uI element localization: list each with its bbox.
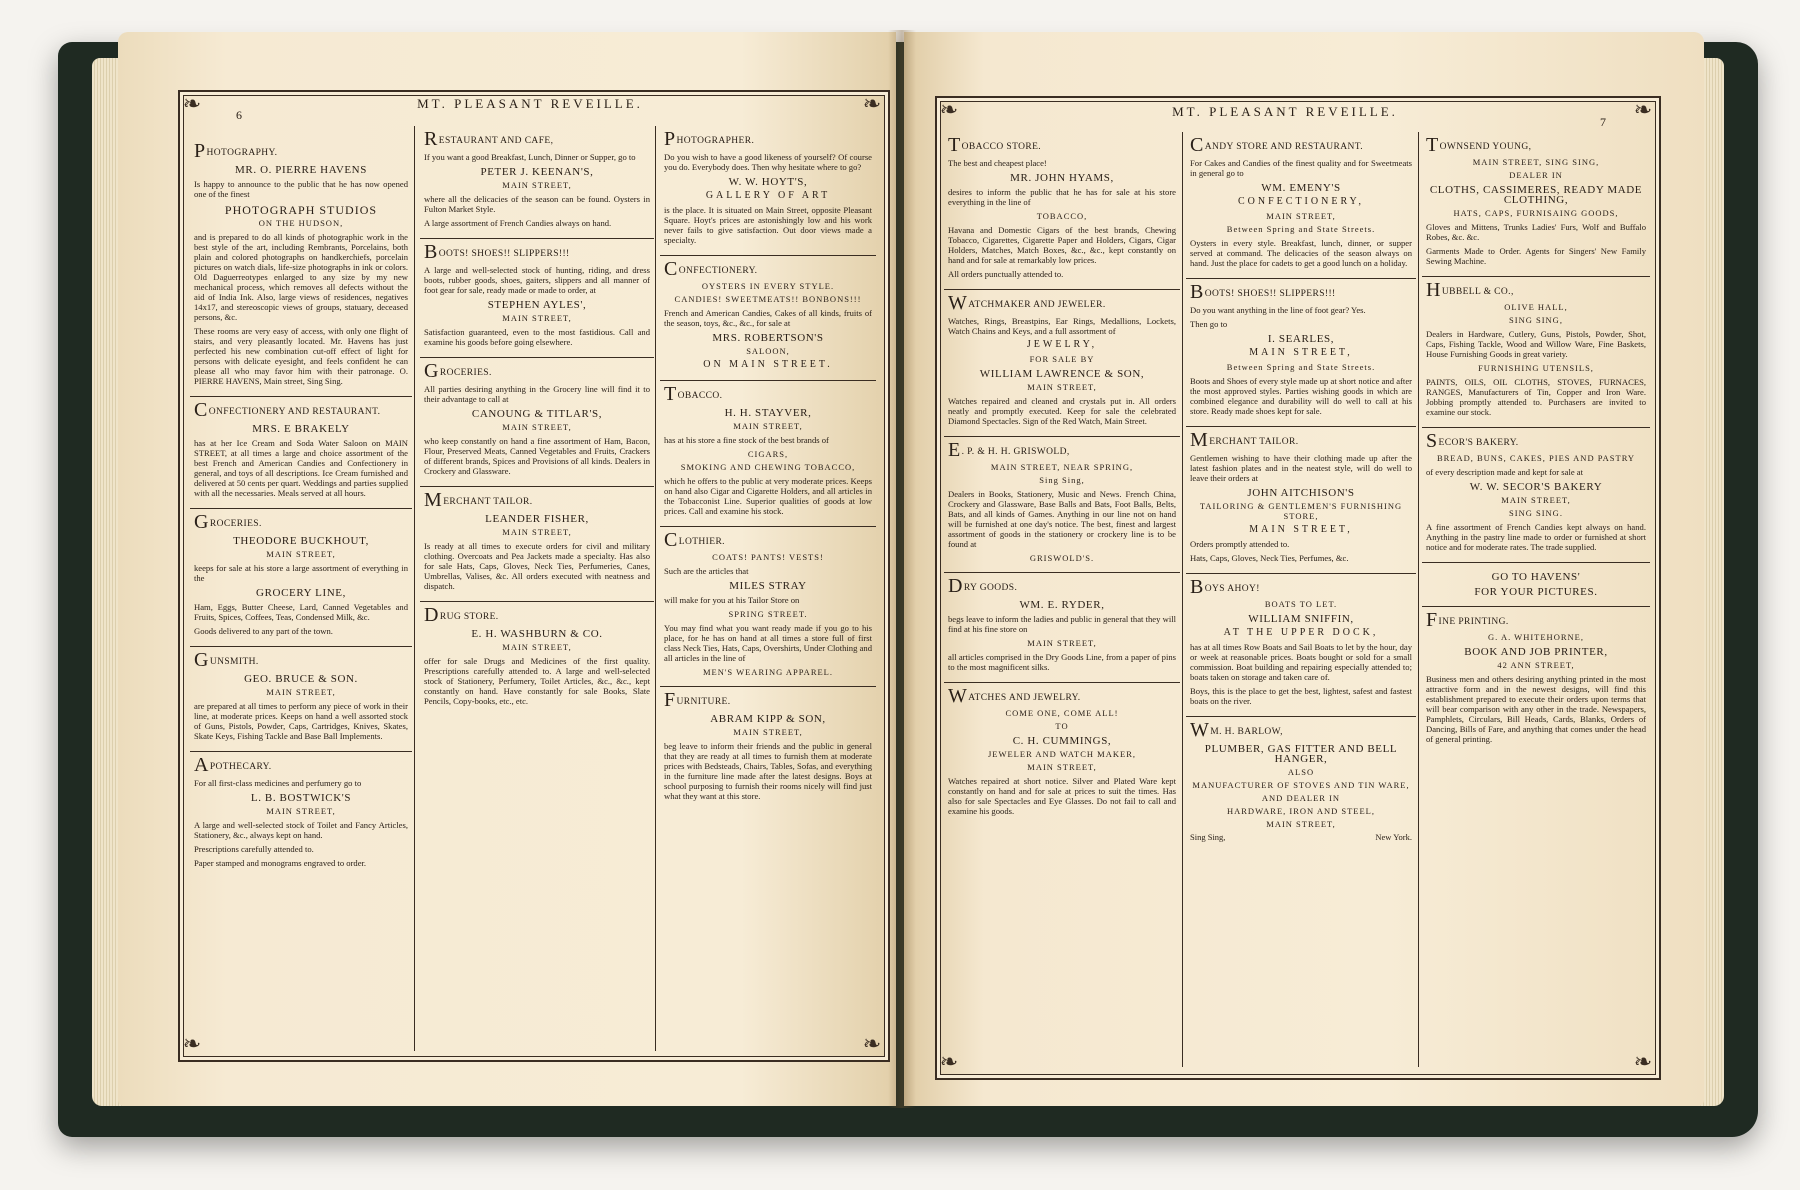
ad-address: New York. (1375, 832, 1412, 842)
advertisement (420, 486, 654, 601)
ad-body-text: A large and well-selected stock of hunting, riding, and dress boots, rubber goods, shoes, gaiters, slippers and all manner of foot gear for sale, ready made or made to order, at (424, 265, 650, 295)
drop-cap: C (664, 258, 678, 280)
ad-business-name: FOR YOUR PICTURES. (1474, 586, 1598, 598)
ad-body-text: Do you wish to have a good likeness of yourself? Of course you do. Everybody does. Then why hesitate where to go? (664, 152, 872, 172)
ad-heading: RESTAURANT AND CAFE, (424, 128, 554, 150)
ad-business-name: BOOK AND JOB PRINTER, (1464, 646, 1608, 658)
ad-small-caps-line: TO (1055, 721, 1069, 731)
left-page-column-1 (190, 138, 412, 878)
ad-body-text: all articles comprised in the Dry Goods Line, from a paper of pins to the most magnificent silks. (948, 652, 1176, 672)
ad-small-caps-line: Sing Sing, (1039, 475, 1085, 485)
ad-small-caps-line: OYSTERS IN EVERY STYLE. (701, 281, 835, 291)
ad-small-caps-line: COATS! PANTS! VESTS! (712, 552, 824, 562)
ad-small-caps-line: MAIN STREET, SING SING, (1472, 157, 1600, 167)
ad-business-name: CANOUNG & TITLAR'S, (471, 408, 603, 420)
advertisement (1186, 426, 1416, 573)
ad-small-caps-line: OLIVE HALL, (1504, 302, 1568, 312)
ad-small-caps-line: SING SING. (1509, 508, 1563, 518)
ad-body-text: has at all times Row Boats and Sail Boats to let by the hour, day or week at reasonable prices. Boats bought or sold for a small commission. Boat building and repairing especially attended to; boats taken on storage and taken care of. (1190, 642, 1412, 682)
drop-cap: C (194, 399, 208, 421)
corner-ornament: ❧ (1633, 1049, 1653, 1074)
advertisement (660, 255, 876, 380)
ad-heading: TOBACCO STORE. (948, 134, 1042, 156)
ad-body-text: Dealers in Books, Stationery, Music and News. French China, Crockery and Glassware, Base Balls and Bats, Foot Balls, Belts, Bats, and all kinds of Games. Anything in our line not on hand will be furnished at one day's notice. The best, finest and largest assortment of goods in the stationery or crockery line is to be found at (948, 489, 1176, 549)
advertisement (1186, 716, 1416, 848)
ad-heading: CONFECTIONERY. (664, 258, 758, 280)
ad-body-text: has at his store a fine stock of the best brands of (664, 435, 829, 445)
drop-cap: R (424, 128, 438, 150)
ad-heading: PHOTOGRAPHER. (664, 128, 755, 150)
ad-small-caps-line: MAIN STREET, (1027, 762, 1097, 772)
advertisement (420, 601, 654, 716)
ad-small-caps-line: MAIN STREET, (1266, 819, 1336, 829)
drop-cap: B (424, 241, 438, 263)
ad-business-name: PLUMBER, GAS FITTER AND BELL HANGER, (1204, 743, 1398, 765)
ad-body-text: offer for sale Drugs and Medicines of the first quality. Prescriptions carefully attended to. A large and well-selected stock of Stationery, Perfumery, Toilet Articles, &c., &c., kept constantly on hand. Have constantly for sale Books, Slate Pencils, Copy-books, etc., etc. (424, 656, 650, 706)
drop-cap: F (1426, 609, 1438, 631)
ad-heading: DRUG STORE. (424, 604, 499, 626)
ad-body-text: Gloves and Mittens, Trunks Ladies' Furs, Wolf and Buffalo Robes, &c. &c. (1426, 222, 1646, 242)
ad-business-name: THEODORE BUCKHOUT, (233, 535, 369, 547)
ad-business-name: LEANDER FISHER, (485, 513, 589, 525)
ad-small-caps-line: FURNISHING UTENSILS, (1478, 363, 1594, 373)
ad-body-text: and is prepared to do all kinds of photographic work in the best style of the art, including Rembrants, Porcelains, both plain and colored photographs on handkerchiefs, porcelain pictures on watch dials, life-size photographs in ink or colors. Old Daguerreotypes enlarged to any size by my new mechanical process, which removes all defects without the aid of India Ink. Also, large views of residences, negatives 14x17, and stereoscopic views of groups, statuary, deceased persons, &c. (194, 232, 408, 322)
drop-cap: B (1190, 281, 1204, 303)
ad-small-caps-line: MAIN STREET, (266, 687, 336, 697)
drop-cap: T (1426, 134, 1439, 156)
right-page-column-2 (1186, 132, 1416, 848)
ad-heading: FURNITURE. (664, 689, 731, 711)
ad-business-name: MR. JOHN HYAMS, (1010, 172, 1114, 184)
corner-ornament: ❧ (182, 1031, 202, 1056)
drop-cap: T (948, 134, 961, 156)
ad-body-text: Do you want anything in the line of foot gear? Yes. (1190, 305, 1366, 315)
drop-cap: W (948, 292, 968, 314)
ad-business-name: GO TO HAVENS' (1491, 571, 1581, 583)
book-gutter (888, 30, 916, 1108)
drop-cap: A (194, 754, 209, 776)
ad-body-text: of every description made and kept for sale at (1426, 467, 1584, 477)
ad-small-caps-line: MAIN STREET, (1501, 495, 1571, 505)
ad-heading: GROCERIES. (424, 360, 492, 382)
left-page-column-3 (660, 126, 876, 811)
ad-spaced-line: JEWELRY, (1026, 339, 1098, 350)
ad-body-text: who keep constantly on hand a fine assortment of Ham, Bacon, Flour, Preserved Meats, Canned Vegetables and Fruits, Crackers of different brands, Spices and Provisions of all kinds. Dealers in Crockery and Glassware. (424, 436, 650, 476)
ad-small-caps-line: COME ONE, COME ALL! (1005, 708, 1119, 718)
ad-small-caps-line: MAIN STREET, (502, 642, 572, 652)
advertisement (190, 646, 412, 751)
ad-small-caps-line: MAIN STREET, (502, 313, 572, 323)
corner-ornament: ❧ (862, 1031, 882, 1056)
page-number-left: 6 (236, 108, 242, 122)
advertisement (660, 526, 876, 686)
ad-heading: HUBBELL & CO., (1426, 279, 1514, 301)
ad-business-name: MRS. E BRAKELY (252, 423, 350, 435)
ad-heading: CONFECTIONERY AND RESTAURANT. (194, 399, 381, 421)
right-page-column-3 (1422, 132, 1650, 754)
ad-body-text: Watches repaired at short notice. Silver and Plated Ware kept constantly on hand and for sale at prices to suit the times. Has also for sale Spectacles and Eye Glasses. Do not fail to call and examine his goods. (948, 776, 1176, 816)
drop-cap: D (948, 575, 963, 597)
ad-small-caps-line: BREAD, BUNS, CAKES, PIES AND PASTRY (1436, 453, 1636, 463)
ad-small-caps-line: DEALER IN (1509, 170, 1563, 180)
ad-heading: WATCHES AND JEWELRY. (948, 685, 1081, 707)
ad-heading: MERCHANT TAILOR. (1190, 429, 1299, 451)
ad-small-caps-line: MEN'S WEARING APPAREL. (702, 667, 834, 677)
drop-cap: W (948, 685, 968, 707)
advertisement (1422, 562, 1650, 606)
ad-spaced-line: MAIN STREET, (1249, 347, 1353, 358)
ad-heading: TOBACCO. (664, 383, 723, 405)
page-number-right: 7 (1600, 115, 1606, 129)
ad-spaced-line: MAIN STREET, (1249, 524, 1353, 535)
ad-body-text: is the place. It is situated on Main Street, opposite Pleasant Square. Hoyt's prices are astonishingly low and his work never fails to give satisfaction. Out door views made a specialty. (664, 205, 872, 245)
ad-small-caps-line: G. A. WHITEHORNE, (1488, 632, 1584, 642)
ad-small-caps-line: 42 ANN STREET, (1497, 660, 1575, 670)
column-rule (655, 126, 656, 1051)
ad-business-name: MILES STRAY (729, 580, 807, 592)
ad-small-caps-line: JEWELER AND WATCH MAKER, (987, 749, 1137, 759)
ad-small-caps-line: FOR SALE BY (1029, 354, 1095, 364)
ad-body-text: Satisfaction guaranteed, even to the most fastidious. Call and examine his goods before going elsewhere. (424, 327, 650, 347)
ad-small-caps-line: BOATS TO LET. (1264, 599, 1338, 609)
ad-small-caps-line: MAIN STREET, (733, 727, 803, 737)
ad-heading: TOWNSEND YOUNG, (1426, 134, 1532, 156)
ad-body-text: PAINTS, OILS, OIL CLOTHS, STOVES, FURNACES, RANGES, Manufacturers of Tin, Copper and Iron Ware. Jobbing promptly attended to. Purchasers are invited to examine our stock. (1426, 377, 1646, 417)
ad-body-text: Such are the articles that (664, 566, 749, 576)
corner-ornament: ❧ (939, 1049, 959, 1074)
ad-small-caps-line: TAILORING & GENTLEMEN'S FURNISHING STORE, (1199, 501, 1403, 521)
ad-body-text: All orders punctually attended to. (948, 269, 1064, 279)
ad-body-text: If you want a good Breakfast, Lunch, Dinner or Supper, go to (424, 152, 636, 162)
ad-body-text: has at her Ice Cream and Soda Water Saloon on MAIN STREET, at all times a large and choice assortment of the best French and American Candies and Confectionery in general, and toys of all descriptions. Ice Cream furnished and delivered at 50 cents per quart. Weddings and parties supplied with all the necessaries. Meals served at all hours. (194, 438, 408, 498)
ad-small-caps-line: AND DEALER IN (1261, 793, 1341, 803)
drop-cap: P (194, 140, 206, 162)
ad-business-name: H. H. STAYVER, (724, 407, 812, 419)
drop-cap: G (424, 360, 439, 382)
ad-business-name: MRS. ROBERTSON'S (712, 332, 824, 344)
ad-body-text: Business men and others desiring anything printed in the most attractive form and in the newest designs, will find this establishment prepared to execute their orders upon terms that will bear comparison with any other in the trade. Newspapers, Pamphlets, Circulars, Bill Heads, Cards, Blanks, Orders of Dancing, Bills of Fare, and anything that comes under the head of general printing. (1426, 674, 1646, 744)
ad-business-name: PETER J. KEENAN'S, (480, 166, 594, 178)
ad-business-name: I. SEARLES, (1267, 333, 1335, 345)
advertisement (1422, 427, 1650, 562)
drop-cap: M (1190, 429, 1209, 451)
ad-heading: GUNSMITH. (194, 649, 259, 671)
ad-small-caps-line: MAIN STREET, (502, 180, 572, 190)
ad-small-caps-line: MAIN STREET, (1027, 382, 1097, 392)
ad-small-caps-line: MAIN STREET, (502, 422, 572, 432)
ad-heading: WM. H. BARLOW, (1190, 719, 1283, 741)
advertisement (420, 238, 654, 357)
ad-body-text: Goods delivered to any part of the town. (194, 626, 333, 636)
advertisement (1422, 276, 1650, 427)
drop-cap: D (424, 604, 439, 626)
ad-business-name: JOHN AITCHISON'S (1247, 487, 1355, 499)
ad-business-name: WILLIAM LAWRENCE & SON, (979, 368, 1145, 380)
ad-body-text: The best and cheapest place! (948, 158, 1047, 168)
ad-body-text: Havana and Domestic Cigars of the best brands, Chewing Tobacco, Cigarettes, Cigarette Paper and Holders, Cigars, Cigar Holders, Matches, Match Boxes, &c., &c., kept constantly on hand and for sale at remarkably low prices. (948, 225, 1176, 265)
corner-ornament: ❧ (1633, 97, 1653, 122)
ad-body-text: Then go to (1190, 319, 1228, 329)
ad-body-text: keeps for sale at his store a large assortment of everything in the (194, 563, 408, 583)
ad-body-text: Prescriptions carefully attended to. (194, 844, 314, 854)
ad-small-caps-line: ON THE HUDSON, (258, 218, 344, 228)
ad-business-name: MR. O. PIERRE HAVENS (235, 164, 367, 176)
advertisement (1186, 278, 1416, 426)
ad-body-text: For all first-class medicines and perfumery go to (194, 778, 362, 788)
ad-body-text: beg leave to inform their friends and the public in general that they are ready at all times to furnish them at moderate prices with Bedsteads, Chairs, Tables, Sofas, and everything in the furniture line made after the latest designs. Boys at school purposing to furnish their rooms nicely will find just what they want at this store. (664, 741, 872, 801)
ad-small-caps-line: SPRING STREET. (728, 609, 808, 619)
ad-business-name: L. B. BOSTWICK'S (250, 792, 352, 804)
ad-small-caps-line: CANDIES! SWEETMEATS!! BONBONS!!! (674, 294, 862, 304)
ad-heading: BOOTS! SHOES!! SLIPPERS!!! (424, 241, 570, 263)
ad-body-text: begs leave to inform the ladies and public in general that they will find at his fine store on (948, 614, 1176, 634)
ad-body-text: Is happy to announce to the public that he has now opened one of the finest (194, 179, 408, 199)
ad-small-caps-line: MAIN STREET, (1027, 638, 1097, 648)
ad-business-name: CLOTHS, CASSIMERES, READY MADE CLOTHING, (1429, 184, 1643, 206)
advertisement (1422, 132, 1650, 276)
ad-body-text: Paper stamped and monograms engraved to order. (194, 858, 367, 868)
ad-small-caps-line: SING SING, (1509, 315, 1563, 325)
ad-spaced-line: AT THE UPPER DOCK, (1223, 627, 1379, 638)
advertisement (190, 396, 412, 508)
ad-business-name: GROCERY LINE, (256, 587, 346, 599)
ad-business-name: W. W. SECOR'S BAKERY (1469, 481, 1603, 493)
ad-heading: CANDY STORE AND RESTAURANT. (1190, 134, 1364, 156)
ad-small-caps-line: SALOON, (746, 346, 790, 356)
ad-small-caps-line: TOBACCO, (1036, 211, 1088, 221)
ad-small-caps-line: SMOKING AND CHEWING TOBACCO, (680, 462, 856, 472)
ad-body-text: French and American Candies, Cakes of all kinds, fruits of the season, toys, &c., &c., for sale at (664, 308, 872, 328)
corner-ornament: ❧ (182, 91, 202, 116)
ad-spaced-line: ON MAIN STREET. (703, 359, 833, 370)
drop-cap: B (1190, 576, 1204, 598)
ad-business-name: WM. EMENY'S (1261, 182, 1341, 194)
column-rule (1182, 132, 1183, 1067)
ad-body-text: Watches repaired and cleaned and crystals put in. All orders neatly and promptly executed. Keep for sale the celebrated Diamond Spectacles. Sign of the Red Watch, Main Street. (948, 396, 1176, 426)
ad-address-row (1190, 832, 1412, 842)
ad-heading: APOTHECARY. (194, 754, 272, 776)
ad-heading: BOOTS! SHOES!! SLIPPERS!!! (1190, 281, 1336, 303)
ad-heading: BOYS AHOY! (1190, 576, 1260, 598)
advertisement (944, 572, 1180, 682)
advertisement (420, 126, 654, 238)
drop-cap: F (664, 689, 676, 711)
page-header-right: MT. PLEASANT REVEILLE. (1172, 104, 1398, 119)
column-rule (414, 126, 415, 1051)
ad-spaced-line: GALLERY OF ART (705, 190, 831, 201)
ad-body-text: A large and well-selected stock of Toilet and Fancy Articles, Stationery, &c., always kept on hand. (194, 820, 408, 840)
ad-heading: MERCHANT TAILOR. (424, 489, 533, 511)
ad-small-caps-line: MAIN STREET, (733, 421, 803, 431)
ad-heading: FINE PRINTING. (1426, 609, 1509, 631)
ad-body-text: will make for you at his Tailor Store on (664, 595, 800, 605)
ad-body-text: Boots and Shoes of every style made up at short notice and after the most approved styles. Parties wishing goods in which are combined elegance and durability will do well to call at his store. Ready made shoes kept for sale. (1190, 376, 1412, 416)
ad-feature-line: PHOTOGRAPH STUDIOS (224, 203, 378, 217)
page-header-left: MT. PLEASANT REVEILLE. (417, 96, 643, 111)
ad-body-text: Is ready at all times to execute orders for civil and military clothing. Overcoats and Pea Jackets made a specialty. Has also for sale Hats, Caps, Gloves, Neck Ties, Perfumeries, Canes, Umbrellas, Valises, &c. All orders executed with neatness and dispatch. (424, 541, 650, 591)
ad-small-caps-line: Between Spring and State Streets. (1226, 362, 1376, 372)
drop-cap: W (1190, 719, 1210, 741)
ad-body-text: All parties desiring anything in the Grocery line will find it to their advantage to call at (424, 384, 650, 404)
ad-body-text: Dealers in Hardware, Cutlery, Guns, Pistols, Powder, Shot, Caps, Fishing Tackle, Wood and Willow Ware, Fine Baskets, House Furnishing Goods in great variety. (1426, 329, 1646, 359)
ad-body-text: These rooms are very easy of access, with only one flight of stairs, and very pleasantly located. Mr. Havens has just perfected his new combination cut-off effect of light for persons with delicate eyesight, and feels confident he can please all who may favor him with their patronage. O. PIERRE HAVENS, Main street, Sing Sing. (194, 326, 408, 386)
right-page-column-1 (944, 132, 1180, 826)
ad-body-text: are prepared at all times to perform any piece of work in their line, at moderate prices. Keeps on hand a well assorted stock of Guns, Pistols, Powder, Caps, Cartridges, Knives, Skates, Skate Keys, Fishing Tackle and Base Ball Implements. (194, 701, 408, 741)
ad-body-text: Ham, Eggs, Butter Cheese, Lard, Canned Vegetables and Fruits, Spices, Coffees, Teas, Condensed Milk, &c. (194, 602, 408, 622)
advertisement (944, 436, 1180, 572)
ad-business-name: WILLIAM SNIFFIN, (1248, 613, 1354, 625)
ad-address: Sing Sing, (1190, 832, 1226, 842)
ad-spaced-line: CONFECTIONERY, (1238, 196, 1364, 207)
ad-small-caps-line: MAIN STREET, (1266, 211, 1336, 221)
left-page-column-2 (420, 126, 654, 716)
ad-small-caps-line: MANUFACTURER OF STOVES AND TIN WARE, (1192, 780, 1410, 790)
ad-business-name: WM. E. RYDER, (1019, 599, 1105, 611)
ad-business-name: C. H. CUMMINGS, (1012, 735, 1112, 747)
column-rule (1418, 132, 1419, 1067)
ad-body-text: Garments Made to Order. Agents for Singers' New Family Sewing Machine. (1426, 246, 1646, 266)
ad-small-caps-line: MAIN STREET, (266, 806, 336, 816)
ad-business-name: GEO. BRUCE & SON. (244, 673, 358, 685)
advertisement (944, 132, 1180, 289)
ad-heading: PHOTOGRAPHY. (194, 140, 278, 162)
drop-cap: G (194, 511, 209, 533)
ad-heading: WATCHMAKER AND JEWELER. (948, 292, 1106, 314)
drop-cap: M (424, 489, 443, 511)
ad-small-caps-line: HARDWARE, IRON AND STEEL, (1226, 806, 1375, 816)
advertisement (660, 686, 876, 811)
ad-body-text: Watches, Rings, Breastpins, Ear Rings, Medallions, Lockets, Watch Chains and Keys, and a full assortment of (948, 316, 1176, 336)
advertisement (944, 682, 1180, 826)
advertisement (1186, 132, 1416, 278)
drop-cap: C (1190, 134, 1204, 156)
ad-heading: GROCERIES. (194, 511, 262, 533)
advertisement (190, 138, 412, 396)
ad-small-caps-line: ALSO (1287, 767, 1315, 777)
ad-body-text: which he offers to the public at very moderate prices. Keeps on hand also Cigar and Cigarette Holders, and all articles in the Tobacconist Line. Superior qualities of goods at low prices. Call and examine his stock. (664, 476, 872, 516)
drop-cap: S (1426, 430, 1438, 452)
advertisement (190, 751, 412, 878)
drop-cap: E (948, 439, 961, 461)
ad-body-text: Hats, Caps, Gloves, Neck Ties, Perfumes, &c. (1190, 553, 1349, 563)
ad-heading: SECOR'S BAKERY. (1426, 430, 1519, 452)
corner-ornament: ❧ (862, 91, 882, 116)
advertisement (944, 289, 1180, 436)
ad-business-name: E. H. WASHBURN & CO. (471, 628, 603, 640)
ad-body-text: A fine assortment of French Candies kept always on hand. Anything in the pastry line made to order or furnished at short notice and for moderate rates. The trade supplied. (1426, 522, 1646, 552)
drop-cap: G (194, 649, 209, 671)
ad-business-name: STEPHEN AYLES', (487, 299, 587, 311)
advertisement (190, 508, 412, 646)
advertisement (660, 380, 876, 526)
ad-heading: DRY GOODS. (948, 575, 1018, 597)
drop-cap: T (664, 383, 677, 405)
ad-business-name: ABRAM KIPP & SON, (710, 713, 826, 725)
ad-business-name: W. W. HOYT'S, (728, 176, 808, 188)
advertisement (660, 126, 876, 255)
ad-heading: E. P. & H. H. GRISWOLD, (948, 439, 1070, 461)
ad-body-text: A large assortment of French Candies always on hand. (424, 218, 612, 228)
drop-cap: H (1426, 279, 1441, 301)
ad-small-caps-line: GRISWOLD'S. (1029, 553, 1095, 563)
ad-body-text: For Cakes and Candies of the finest quality and for Sweetmeats in general go to (1190, 158, 1412, 178)
ad-small-caps-line: MAIN STREET, NEAR SPRING, (990, 462, 1134, 472)
ad-body-text: Orders promptly attended to. (1190, 539, 1290, 549)
drop-cap: P (664, 128, 676, 150)
ad-body-text: Oysters in every style. Breakfast, lunch, dinner, or supper served at command. The delicacies of the season always on hand. Just the place for cadets to get a good lunch on a holiday. (1190, 238, 1412, 268)
ad-small-caps-line: CIGARS, (747, 449, 789, 459)
ad-heading: CLOTHIER. (664, 529, 725, 551)
ad-body-text: You may find what you want ready made if you go to his place, for he has on hand at all times a store full of first class Neck Ties, Hats, Caps, Overshirts, Under Clothing and all articles in the line of (664, 623, 872, 663)
advertisement (420, 357, 654, 486)
ad-small-caps-line: MAIN STREET, (266, 549, 336, 559)
advertisement (1186, 573, 1416, 716)
ad-small-caps-line: HATS, CAPS, FURNISAING GOODS, (1453, 208, 1619, 218)
ad-body-text: where all the delicacies of the season can be found. Oysters in Fulton Market Style. (424, 194, 650, 214)
ad-body-text: desires to inform the public that he has for sale at his store everything in the line of (948, 187, 1176, 207)
corner-ornament: ❧ (939, 97, 959, 122)
ad-body-text: Boys, this is the place to get the best, lightest, safest and fastest boats on the river. (1190, 686, 1412, 706)
ad-small-caps-line: Between Spring and State Streets. (1226, 224, 1376, 234)
drop-cap: C (664, 529, 678, 551)
ad-body-text: Gentlemen wishing to have their clothing made up after the latest fashion plates and in the neatest style, will do well to leave their orders at (1190, 453, 1412, 483)
advertisement (1422, 606, 1650, 754)
ad-small-caps-line: MAIN STREET, (502, 527, 572, 537)
